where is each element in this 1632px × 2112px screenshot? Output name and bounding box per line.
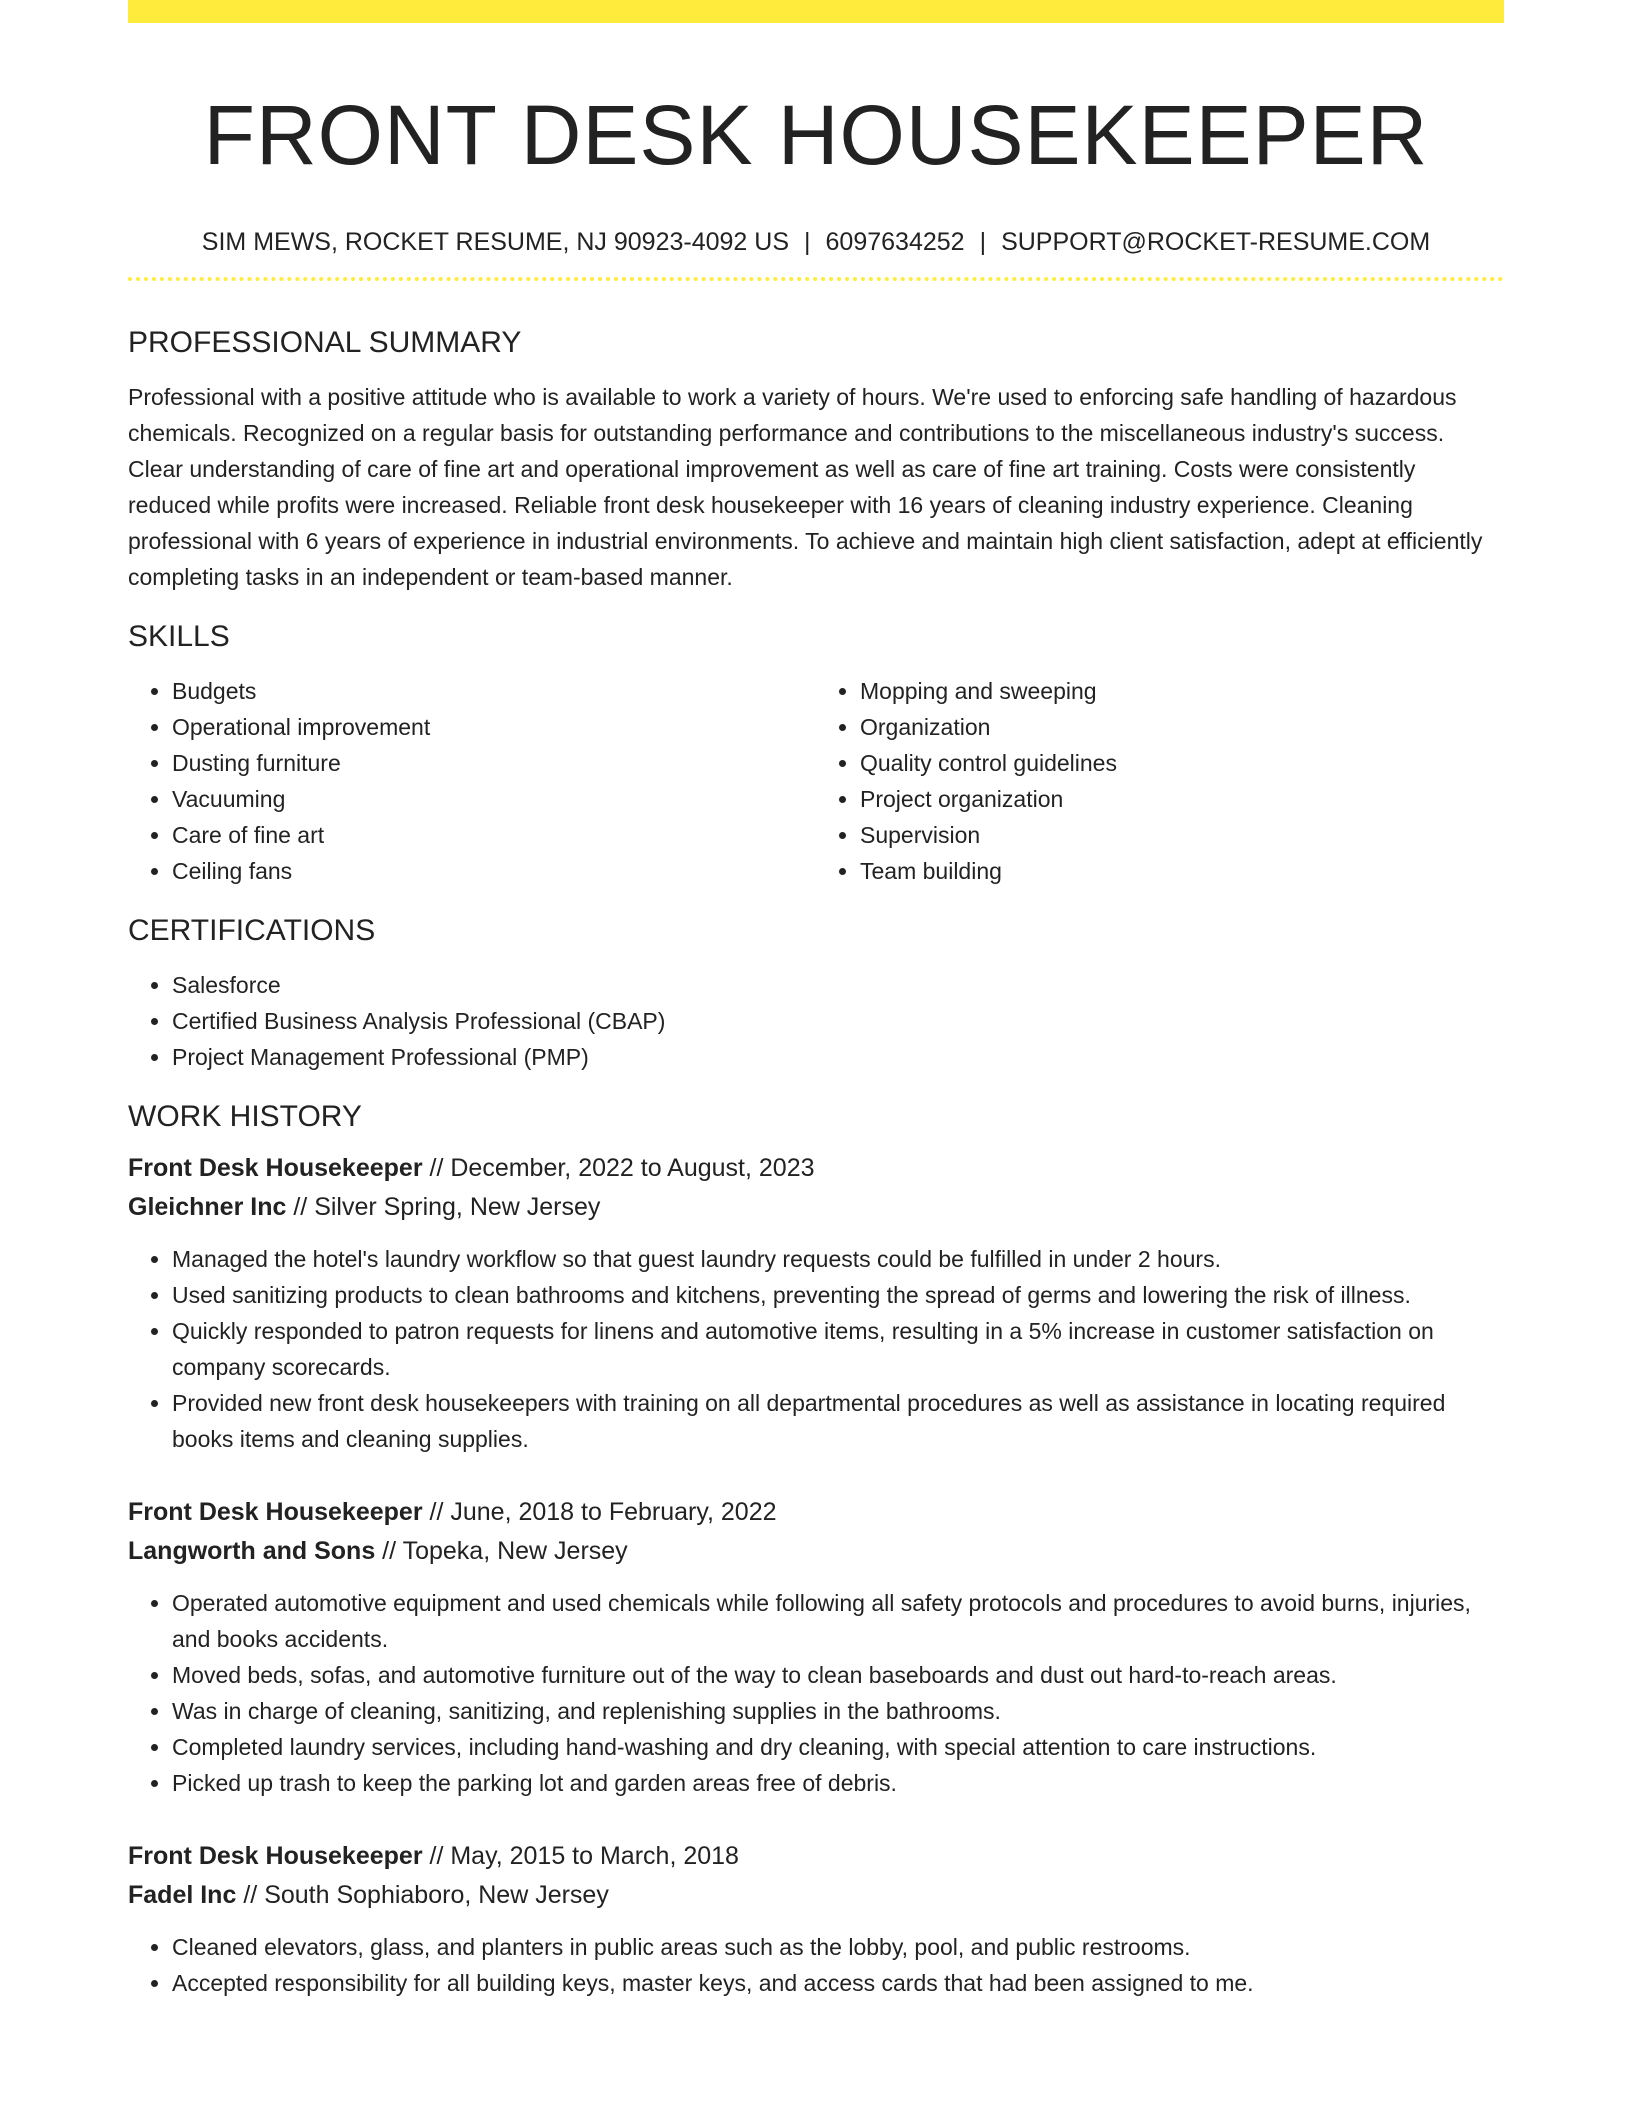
contact-email[interactable]: SUPPORT@ROCKET-RESUME.COM	[1001, 228, 1431, 256]
job-bullet: • Accepted responsibility for all building keys, master keys, and access cards that had been assigned to me.	[172, 1965, 1504, 2001]
job-bullet: • Operated automotive equipment and used chemicals while following all safety protocols and procedures to avoid burns, injuries, and books accidents.	[172, 1585, 1504, 1657]
certification-item: • Project Management Professional (PMP)	[172, 1039, 1504, 1075]
job-role: Front Desk Housekeeper	[128, 1498, 423, 1526]
skill-item: • Mopping and sweeping	[860, 673, 1504, 709]
skill-item: • Operational improvement	[172, 709, 816, 745]
contact-address: SIM MEWS, ROCKET RESUME, NJ 90923-4092 US	[201, 228, 790, 256]
job-separator: //	[429, 1154, 444, 1182]
job-dates: June, 2018 to February, 2022	[450, 1498, 777, 1526]
job-company-line	[128, 1876, 1504, 1915]
job-role-line	[128, 1493, 1504, 1532]
job-company-line	[128, 1188, 1504, 1227]
job-dates: May, 2015 to March, 2018	[450, 1842, 739, 1870]
contact-line	[128, 225, 1504, 259]
job-entry	[128, 1149, 1504, 1457]
skill-item: • Organization	[860, 709, 1504, 745]
job-location: South Sophiaboro, New Jersey	[264, 1881, 609, 1909]
contact-phone[interactable]: 6097634252	[825, 228, 965, 256]
job-role: Front Desk Housekeeper	[128, 1842, 423, 1870]
job-company: Gleichner Inc	[128, 1193, 287, 1221]
skill-item: • Supervision	[860, 817, 1504, 853]
job-location: Silver Spring, New Jersey	[314, 1193, 601, 1221]
job-location: Topeka, New Jersey	[402, 1537, 628, 1565]
section-title-skills: SKILLS	[128, 620, 230, 653]
contact-separator: |	[979, 228, 987, 256]
skills-grid	[128, 673, 1504, 889]
job-entry	[128, 1837, 1504, 2001]
skill-item: • Ceiling fans	[172, 853, 816, 889]
contact-separator: |	[804, 228, 811, 256]
job-bullet: • Managed the hotel's laundry workflow so that guest laundry requests could be fulfilled in under 2 hours.	[172, 1241, 1504, 1277]
job-bullet: • Provided new front desk housekeepers with training on all departmental procedures as well as assistance in locating required books items and cleaning supplies.	[172, 1385, 1504, 1457]
job-entry	[128, 1493, 1504, 1801]
job-bullet: • Moved beds, sofas, and automotive furniture out of the way to clean baseboards and dust out hard-to-reach areas.	[172, 1657, 1504, 1693]
job-separator: //	[382, 1537, 397, 1565]
skill-item: • Project organization	[860, 781, 1504, 817]
section-title-summary: PROFESSIONAL SUMMARY	[128, 326, 522, 359]
section-title-certifications: CERTIFICATIONS	[128, 914, 376, 947]
job-bullet: • Cleaned elevators, glass, and planters in public areas such as the lobby, pool, and public restrooms.	[172, 1929, 1504, 1965]
skill-item: • Quality control guidelines	[860, 745, 1504, 781]
job-bullets	[128, 1585, 1504, 1801]
summary-text: Professional with a positive attitude who is available to work a variety of hours. We're used to enforcing safe handling of hazardous chemicals. Recognized on a regular basis for outstanding performance and contributions to the miscellaneous industry's success. Clear understanding of care of fine art and operational improvement as well as care of fine art training. Costs were consistently reduced while profits were increased. Reliable front desk housekeeper with 16 years of cleaning industry experience. Cleaning professional with 6 years of experience in industrial environments. To achieve and maintain high client satisfaction, adept at efficiently completing tasks in an independent or team-based manner.	[128, 384, 1483, 590]
job-role-line	[128, 1149, 1504, 1188]
job-company: Langworth and Sons	[128, 1537, 376, 1565]
skill-item: • Vacuuming	[172, 781, 816, 817]
job-separator: //	[243, 1881, 258, 1909]
job-role-line	[128, 1837, 1504, 1876]
job-bullet: • Picked up trash to keep the parking lot and garden areas free of debris.	[172, 1765, 1504, 1801]
job-bullet: • Quickly responded to patron requests for linens and automotive items, resulting in a 5% increase in customer satisfaction on company scorecards.	[172, 1313, 1504, 1385]
certification-item: • Certified Business Analysis Professional (CBAP)	[172, 1003, 1504, 1039]
job-bullet: • Completed laundry services, including hand-washing and dry cleaning, with special attention to care instructions.	[172, 1729, 1504, 1765]
candidate-title: FRONT DESK HOUSEKEEPER	[203, 88, 1429, 182]
skills-list-right	[816, 673, 1504, 889]
skill-item: • Dusting furniture	[172, 745, 816, 781]
section-title-work-history: WORK HISTORY	[128, 1100, 362, 1133]
job-separator: //	[429, 1498, 444, 1526]
skill-item: • Budgets	[172, 673, 816, 709]
job-bullet: • Was in charge of cleaning, sanitizing, and replenishing supplies in the bathrooms.	[172, 1693, 1504, 1729]
job-bullets	[128, 1929, 1504, 2001]
job-bullet: • Used sanitizing products to clean bathrooms and kitchens, preventing the spread of germs and lowering the risk of illness.	[172, 1277, 1504, 1313]
certifications-list	[128, 967, 1504, 1075]
job-dates: December, 2022 to August, 2023	[450, 1154, 815, 1182]
certification-item: • Salesforce	[172, 967, 1504, 1003]
job-bullets	[128, 1241, 1504, 1457]
job-company-line	[128, 1532, 1504, 1571]
skill-item: • Care of fine art	[172, 817, 816, 853]
job-company: Fadel Inc	[128, 1881, 237, 1909]
accent-bar	[128, 0, 1504, 23]
dotted-divider	[128, 277, 1504, 281]
skills-list-left	[128, 673, 816, 889]
resume-content	[128, 23, 1504, 2001]
skill-item: • Team building	[860, 853, 1504, 889]
job-separator: //	[293, 1193, 308, 1221]
job-separator: //	[429, 1842, 444, 1870]
job-role: Front Desk Housekeeper	[128, 1154, 423, 1182]
